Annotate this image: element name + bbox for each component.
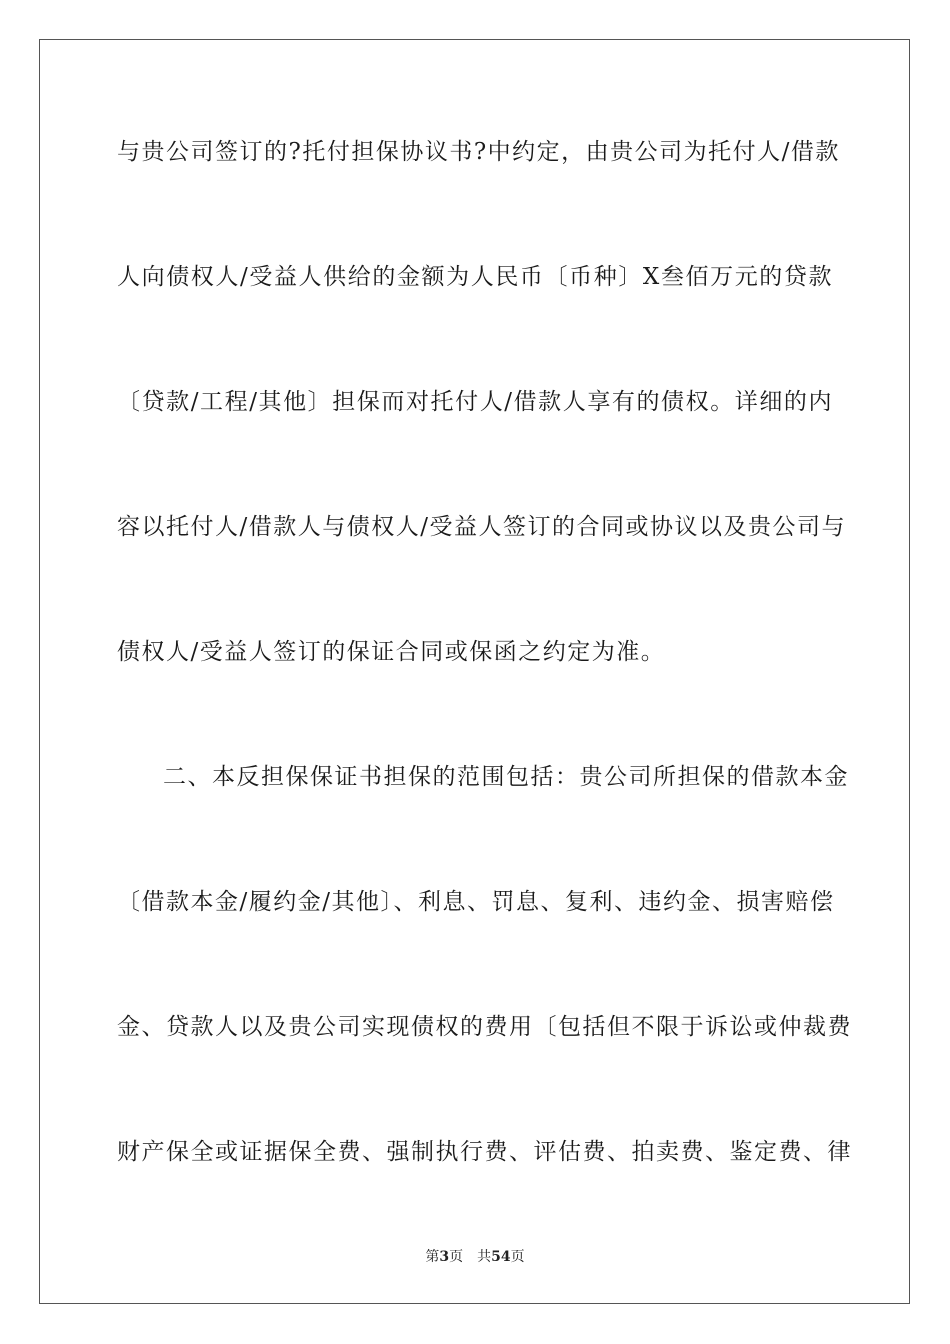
body-text-line-2: 人向债权人/受益人供给的金额为人民币〔币种〕X叁佰万元的贷款 xyxy=(117,264,833,290)
body-text-line-5: 债权人/受益人签订的保证合同或保函之约定为准。 xyxy=(117,639,666,665)
body-text-line-3: 〔贷款/工程/其他〕担保而对托付人/借款人享有的债权。详细的内 xyxy=(117,389,833,415)
body-text-line-7: 〔借款本金/履约金/其他〕、利息、罚息、复利、违约金、损害赔偿 xyxy=(117,889,835,915)
body-text-line-1: 与贵公司签订的?托付担保协议书?中约定，由贵公司为托付人/借款 xyxy=(117,139,840,165)
body-text-line-6: 二、本反担保保证书担保的范围包括：贵公司所担保的借款本金 xyxy=(163,764,849,790)
total-prefix: 共 xyxy=(477,1249,492,1265)
page-number: 3 xyxy=(439,1249,450,1265)
page-prefix: 第 xyxy=(425,1249,440,1265)
page-border xyxy=(39,39,910,1304)
body-text-line-4: 容以托付人/借款人与债权人/受益人签订的合同或协议以及贵公司与 xyxy=(117,514,846,540)
page-suffix: 页 xyxy=(449,1249,464,1265)
total-pages: 54 xyxy=(491,1249,511,1265)
body-text-line-9: 财产保全或证据保全费、强制执行费、评估费、拍卖费、鉴定费、律 xyxy=(117,1139,852,1165)
body-text-line-8: 金、贷款人以及贵公司实现债权的费用〔包括但不限于诉讼或仲裁费 xyxy=(117,1014,852,1040)
page-footer xyxy=(0,1248,950,1266)
total-suffix: 页 xyxy=(510,1249,525,1265)
